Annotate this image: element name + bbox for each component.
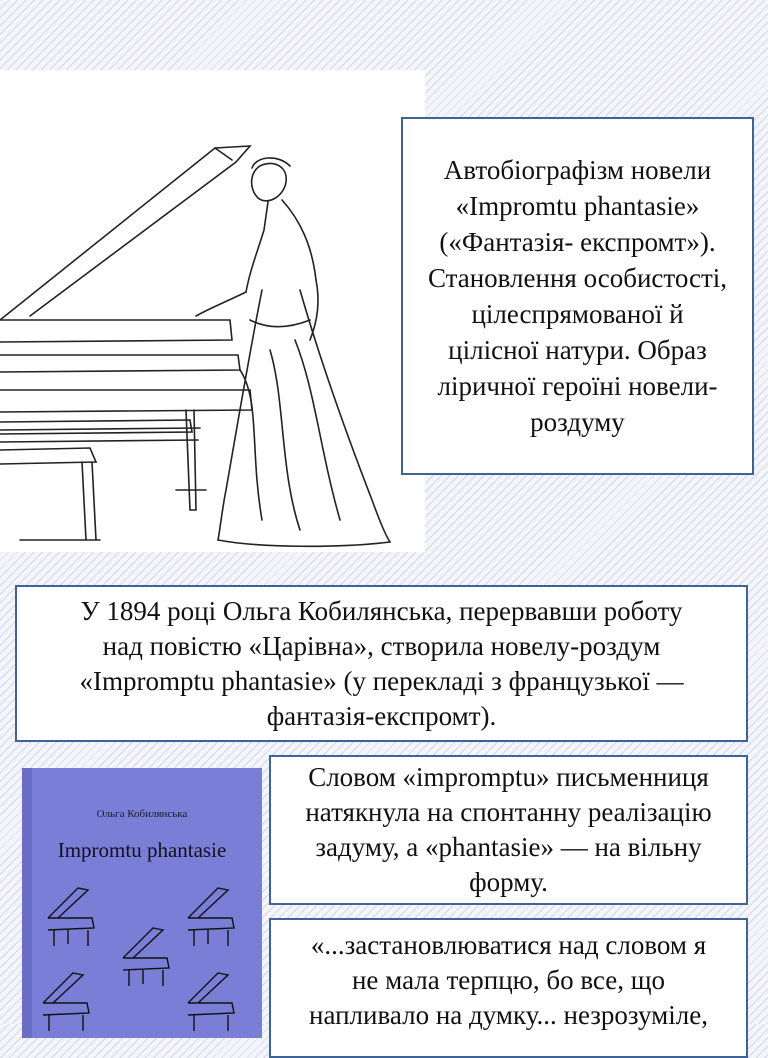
impromptu-line: форму. xyxy=(469,867,548,897)
history-line: фантазія-експромт). xyxy=(266,700,497,731)
autobiography-line: ліричної героїні новели- xyxy=(437,371,718,401)
pianist-sketch-image xyxy=(0,70,425,552)
book-title: Impromtu phantasie xyxy=(57,838,227,862)
autobiography-line: цілеспрямованої й xyxy=(471,299,684,329)
impromptu-line: натякнула на спонтанну реалізацію xyxy=(305,797,712,827)
quote-line: «...застановлюватися над словом я xyxy=(310,930,707,960)
grand-piano-icon xyxy=(188,888,234,946)
grand-piano-icon xyxy=(48,888,94,946)
grand-piano-icon xyxy=(43,973,89,1031)
autobiography-line: роздуму xyxy=(530,407,625,437)
autobiography-line: «Impromtu phantasie» xyxy=(455,191,700,221)
history-line: «Impromptu phantasie» (у перекладі з французької — xyxy=(79,665,684,696)
quote-line: не мала терпцю, бо все, що xyxy=(351,965,666,995)
history-textbox xyxy=(15,585,748,742)
grand-piano-icon xyxy=(123,928,169,986)
autobiography-line: Автобіографізм новели xyxy=(443,155,712,185)
quote-textbox xyxy=(269,918,748,1058)
autobiography-line: цілісної натури. Образ xyxy=(448,335,707,365)
quote-line: напливало на думку... незрозуміле, xyxy=(309,1000,708,1030)
pianist-illustration xyxy=(0,70,425,552)
autobiography-line: Становлення особистості, xyxy=(427,263,728,293)
grand-piano-icons xyxy=(38,883,253,1033)
impromptu-line: Словом «impromptu» письменниця xyxy=(308,762,709,792)
book-author: Ольга Кобилянська xyxy=(96,808,188,820)
book-cover xyxy=(22,768,262,1038)
grand-piano-icon xyxy=(188,973,234,1031)
history-line: У 1894 році Ольга Кобилянська, перервавши роботу xyxy=(80,595,683,626)
impromptu-textbox xyxy=(269,755,748,905)
impromptu-line: задуму, а «phantasie» — на вільну xyxy=(315,832,702,862)
autobiography-textbox xyxy=(401,117,754,475)
history-line: над повістю «Царівна», створила новелу-роздум xyxy=(102,630,661,661)
autobiography-line: («Фантазія- експромт»). xyxy=(439,227,716,257)
